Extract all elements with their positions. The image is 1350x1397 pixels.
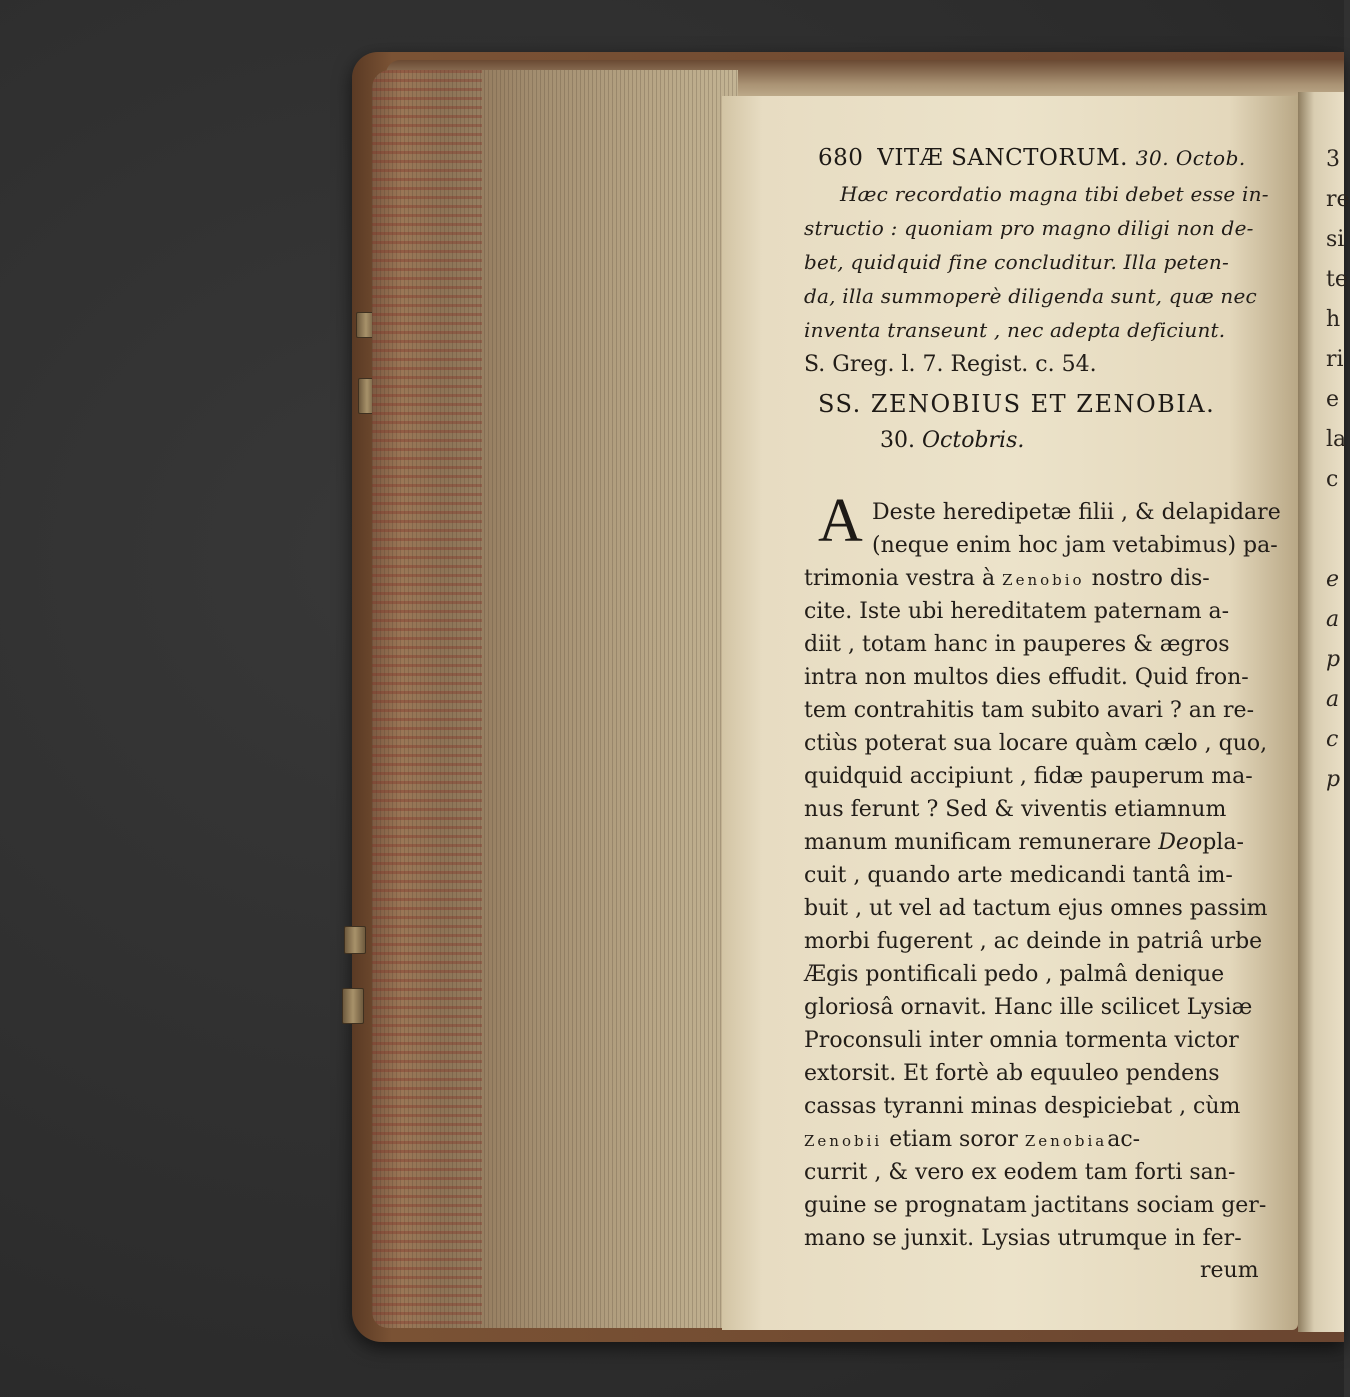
body-line: (neque enim hoc jam vetabimus) pa- xyxy=(872,533,1278,558)
italic-word: Deo xyxy=(1158,830,1203,855)
body-line: Deste heredipetæ filii , & delapidare xyxy=(872,500,1281,525)
fragment: e xyxy=(1326,567,1340,592)
body-line: nus ferunt ? Sed & viventis etiamnum xyxy=(804,797,1227,822)
date-number: 30. xyxy=(880,428,915,453)
body-line: mano se junxit. Lysias utrumque in fer- xyxy=(804,1226,1242,1251)
fragment: c xyxy=(1326,727,1339,752)
fragment: la xyxy=(1326,427,1347,452)
quote-line: Hæc recordatio magna tibi debet esse in- xyxy=(840,182,1269,206)
fragment: ri xyxy=(1326,347,1344,372)
section-date xyxy=(880,428,1180,453)
running-header xyxy=(818,145,1272,171)
quote-line: inventa transeunt , nec adepta deficiunt. xyxy=(804,318,1226,342)
fragment: a xyxy=(1326,607,1340,632)
quote-line: bet, quidquid fine concluditur. Illa peten- xyxy=(804,250,1229,274)
body-line: intra non multos dies effudit. Quid fron- xyxy=(804,665,1249,690)
fragment: e xyxy=(1326,387,1340,412)
fragment: re xyxy=(1326,187,1350,212)
fragment: c xyxy=(1326,467,1339,492)
body-line: gloriosâ ornavit. Hanc ille scilicet Lysiæ xyxy=(804,995,1253,1020)
body-line: quidquid accipiunt , fidæ pauperum ma- xyxy=(804,764,1253,789)
catchword: reum xyxy=(1200,1258,1259,1283)
fragment: p xyxy=(1326,647,1341,672)
small-caps-name: Zenobio xyxy=(1002,571,1085,589)
body-line: manum munificam remunerare Deopla- xyxy=(804,830,1244,855)
clasp-lower-hinge xyxy=(342,988,364,1024)
body-line: diit , totam hanc in pauperes & ægros xyxy=(804,632,1230,657)
body-line: buit , ut vel ad tactum ejus omnes passim xyxy=(804,896,1268,921)
fragment: 3 xyxy=(1326,147,1340,172)
body-line: trimonia vestra à Zenobio nostro dis- xyxy=(804,566,1210,591)
date-month: Octobris. xyxy=(922,428,1025,453)
fragment: si xyxy=(1326,227,1345,252)
fragment: h xyxy=(1326,307,1341,332)
body-line: morbi fugerent , ac deinde in patriâ urbe xyxy=(804,929,1263,954)
body-line: extorsit. Et fortè ab equuleo pendens xyxy=(804,1061,1220,1086)
drop-cap: A xyxy=(818,487,863,555)
body-line: Proconsuli inter omnia tormenta victor xyxy=(804,1028,1239,1053)
body-line: cite. Iste ubi hereditatem paternam a- xyxy=(804,599,1230,624)
body-line: currit , & vero ex eodem tam forti san- xyxy=(804,1160,1236,1185)
running-title: VITÆ SANCTORUM. xyxy=(877,145,1128,171)
facing-page-fragments xyxy=(1326,140,1350,800)
body-line: Zenobii etiam soror Zenobiaac- xyxy=(804,1127,1141,1152)
small-caps-name: Zenobii xyxy=(804,1132,883,1150)
fragment: a xyxy=(1326,687,1340,712)
body-line: tem contrahitis tam subito avari ? an re- xyxy=(804,698,1255,723)
page-block-edge xyxy=(372,70,738,1328)
header-date: 30. Octob. xyxy=(1135,146,1246,170)
fragment: p xyxy=(1326,767,1341,792)
body-line: Ægis pontificali pedo , palmâ denique xyxy=(804,962,1225,987)
fragment: te xyxy=(1326,267,1348,292)
citation: S. Greg. l. 7. Regist. c. 54. xyxy=(804,352,1097,377)
body-line: guine se prognatam jactitans sociam ger- xyxy=(804,1193,1267,1218)
body-line: cassas tyranni minas despiciebat , cùm xyxy=(804,1094,1241,1119)
section-heading: SS. ZENOBIUS ET ZENOBIA. xyxy=(818,390,1216,418)
clasp-lower xyxy=(344,926,366,954)
body-line: cuit , quando arte medicandi tantâ im- xyxy=(804,863,1233,888)
page-number: 680 xyxy=(818,145,864,171)
body-line: ctiùs poterat sua locare quàm cælo , quo, xyxy=(804,731,1268,756)
quote-line: da, illa summoperè diligenda sunt, quæ nec xyxy=(804,284,1257,308)
sprinkled-edge xyxy=(372,70,482,1328)
quote-line: structio : quoniam pro magno diligi non de- xyxy=(804,216,1254,240)
small-caps-name: Zenobia xyxy=(1024,1132,1108,1150)
